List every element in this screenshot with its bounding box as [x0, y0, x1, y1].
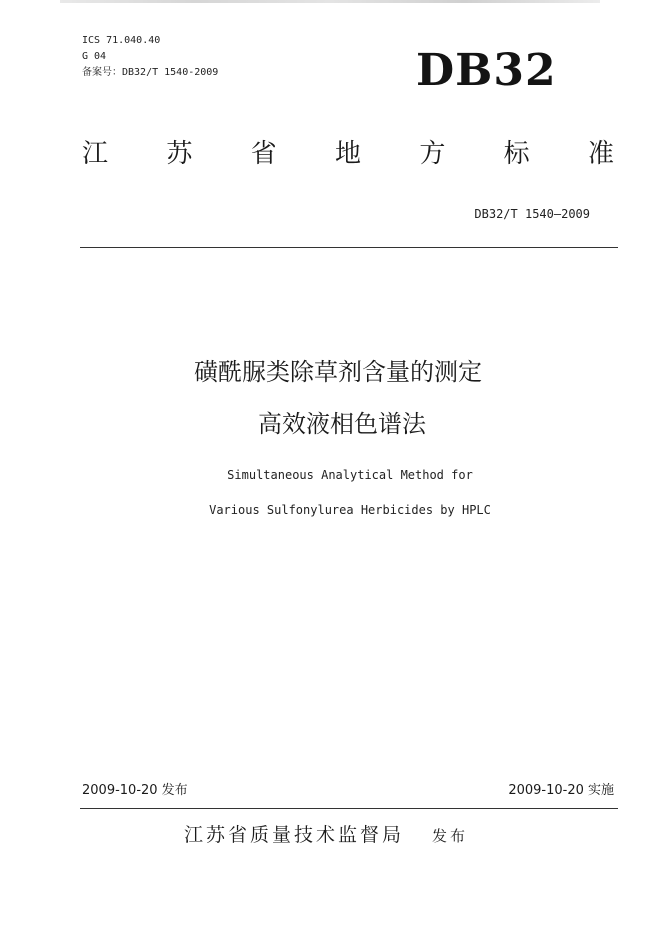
- english-title-line-2: Various Sulfonylurea Herbicides by HPLC: [209, 503, 491, 517]
- standard-type-char: 省: [250, 139, 277, 169]
- chinese-title-line-1: 磺酰脲类除草剂含量的测定: [194, 358, 482, 386]
- publisher-row: [184, 822, 468, 848]
- chinese-title-line-2: 高效液相色谱法: [258, 410, 426, 438]
- standard-type-char: 标: [503, 139, 530, 169]
- standard-type-char: 方: [419, 139, 446, 169]
- top-divider: [80, 247, 618, 248]
- publisher-name: 江苏省质量技术监督局: [184, 824, 405, 846]
- record-number: 备案号：DB32/T 1540-2009: [82, 67, 219, 78]
- standard-type-char: 苏: [166, 139, 193, 169]
- english-title-line-1: Simultaneous Analytical Method for: [227, 468, 473, 482]
- bottom-divider: [80, 808, 618, 809]
- db32-logo: DB32: [416, 45, 557, 96]
- standard-number: DB32/T 1540—2009: [474, 207, 590, 221]
- issue-date: 2009-10-20 发布: [82, 783, 188, 798]
- standard-type-char: 地: [334, 139, 361, 169]
- standard-type-char: 江: [82, 139, 109, 169]
- standard-type-heading: [82, 136, 614, 172]
- scan-artifact: [60, 0, 600, 3]
- publish-label: 发布: [432, 827, 469, 845]
- implementation-date: 2009-10-20 实施: [508, 783, 614, 798]
- classification-code: G 04: [82, 51, 107, 62]
- standard-type-char: 准: [587, 139, 614, 169]
- ics-code: ICS 71.040.40: [82, 35, 161, 46]
